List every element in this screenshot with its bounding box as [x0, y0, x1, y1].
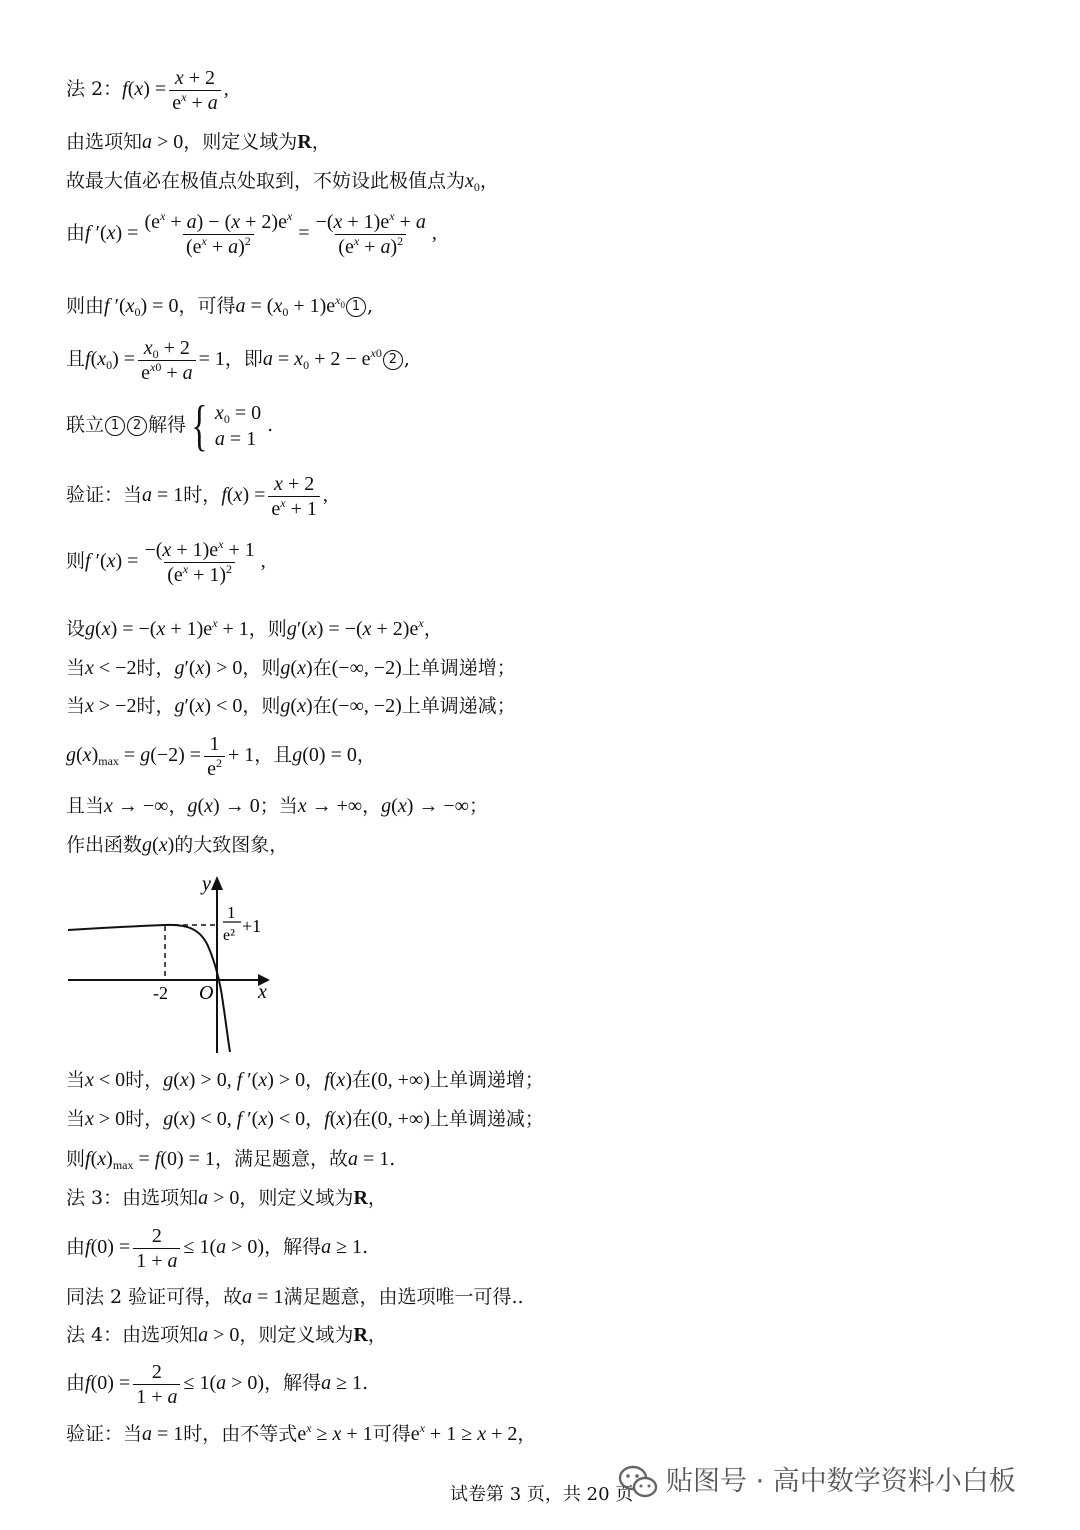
- line-g-limits: 且当x → −∞，g(x) → 0；当x → +∞，g(x) → −∞；: [66, 795, 488, 817]
- line-f-decreasing: 当x > 0时，g(x) < 0, f ′(x) < 0，f(x)在(0, +∞)上单调递减；: [66, 1108, 544, 1130]
- line-method4-verify: 验证：当a = 1时，由不等式$e^x \ge x + 1$可得$e^x + 1 \ge x + 2$，: [66, 1421, 537, 1445]
- watermark: [618, 1462, 1016, 1502]
- line-g-max: $g(x)_{max} = g(-2)$ = $\frac{1}{e^2}$ + 1，且g(0) = 0，: [66, 733, 376, 780]
- line-method3-ineq: 由f(0) = $\frac{2}{1 + a}$ ≤ 1(a > 0)，解得a ≥ 1.: [66, 1225, 369, 1272]
- max-label-den: e²: [223, 927, 235, 944]
- origin-label: O: [199, 982, 214, 1004]
- line-f-max: 则$f(x)_{max} = f(0) = 1$，满足题意，故a = 1.: [66, 1148, 396, 1172]
- line-method3: 法 3：由选项知a > 0，则定义域为R，: [66, 1187, 387, 1209]
- line-derivative: 由f ′(x) = $\frac{(e^x + a) - (x + 2)e^x}{(e^x + a)^2}$ = $\frac{-(x + 1)e^x + a}{(e^x + a)^2}$ ,: [66, 209, 437, 258]
- line-domain: 由选项知a > 0，则定义域为R，: [66, 131, 331, 153]
- x-tick-label: -2: [153, 983, 168, 1003]
- line-g-decreasing: 当x > −2时，g′(x) < 0，则g(x)在(−∞, −2)上单调递减；: [66, 695, 516, 717]
- line-condition-1: 则由f $'(x_0) = 0$，可得$a = (x_0 + 1)e^{x_0}$ 1 ,: [66, 293, 374, 319]
- line-system: 联立 1 2 解得 { $x_0 = 0$ a = 1 .: [66, 395, 274, 457]
- y-axis-arrow: [211, 876, 223, 890]
- y-axis-label: y: [202, 873, 211, 895]
- x-axis-label: x: [258, 981, 267, 1003]
- line-max-extreme: 故最大值必在极值点处取到，不妨设此极值点为$x_0$，: [66, 170, 499, 194]
- line-draw-graph: 作出函数g(x)的大致图象，: [66, 834, 289, 856]
- line-g-increasing: 当x < −2时，g′(x) > 0，则g(x)在(−∞, −2)上单调递增；: [66, 657, 516, 679]
- max-label-plus: +1: [242, 916, 262, 936]
- line-f-increasing: 当x < 0时，g(x) > 0, f ′(x) > 0，f(x)在(0, +∞)上单调递增；: [66, 1069, 544, 1091]
- line-define-g: 设$g(x) = -(x + 1)e^x + 1$，则$g'(x) = -(x + 2)e^x$，: [66, 616, 443, 640]
- watermark-text: 贴图号 · 高中数学资料小白板: [666, 1466, 1016, 1497]
- line-verify-derivative: 则f ′(x) = $\frac{-(x + 1)e^x + 1}{(e^x + 1)^2}$ ,: [66, 537, 266, 586]
- max-label-num: 1: [227, 903, 236, 922]
- line-method4: 法 4：由选项知a > 0，则定义域为R，: [66, 1324, 387, 1346]
- page-footer: 试卷第 3 页，共 20 页: [450, 1484, 634, 1505]
- line-condition-2: 且$f(x_0)$ = $\frac{x_0 + 2}{e^{x0} + a}$ = 1，即$a = x_0 + 2 - e^{x0}$ 2 ,: [66, 337, 410, 384]
- g-function-graph: [60, 868, 290, 1058]
- chat-bubbles-icon: [618, 1464, 658, 1500]
- line-method2-def: 法 2：f(x) = $\frac{x + 2}{e^x + a}$ ,: [66, 67, 229, 114]
- line-method4-ineq: 由f(0) = $\frac{2}{1 + a}$ ≤ 1(a > 0)，解得a ≥ 1.: [66, 1361, 369, 1408]
- line-method3-verify: 同法 2 验证可得，故a = 1满足题意，由选项唯一可得..: [66, 1286, 524, 1308]
- line-verify-a1: 验证：当a = 1时，f(x) = $\frac{x + 2}{e^x + 1}$ ,: [66, 473, 328, 520]
